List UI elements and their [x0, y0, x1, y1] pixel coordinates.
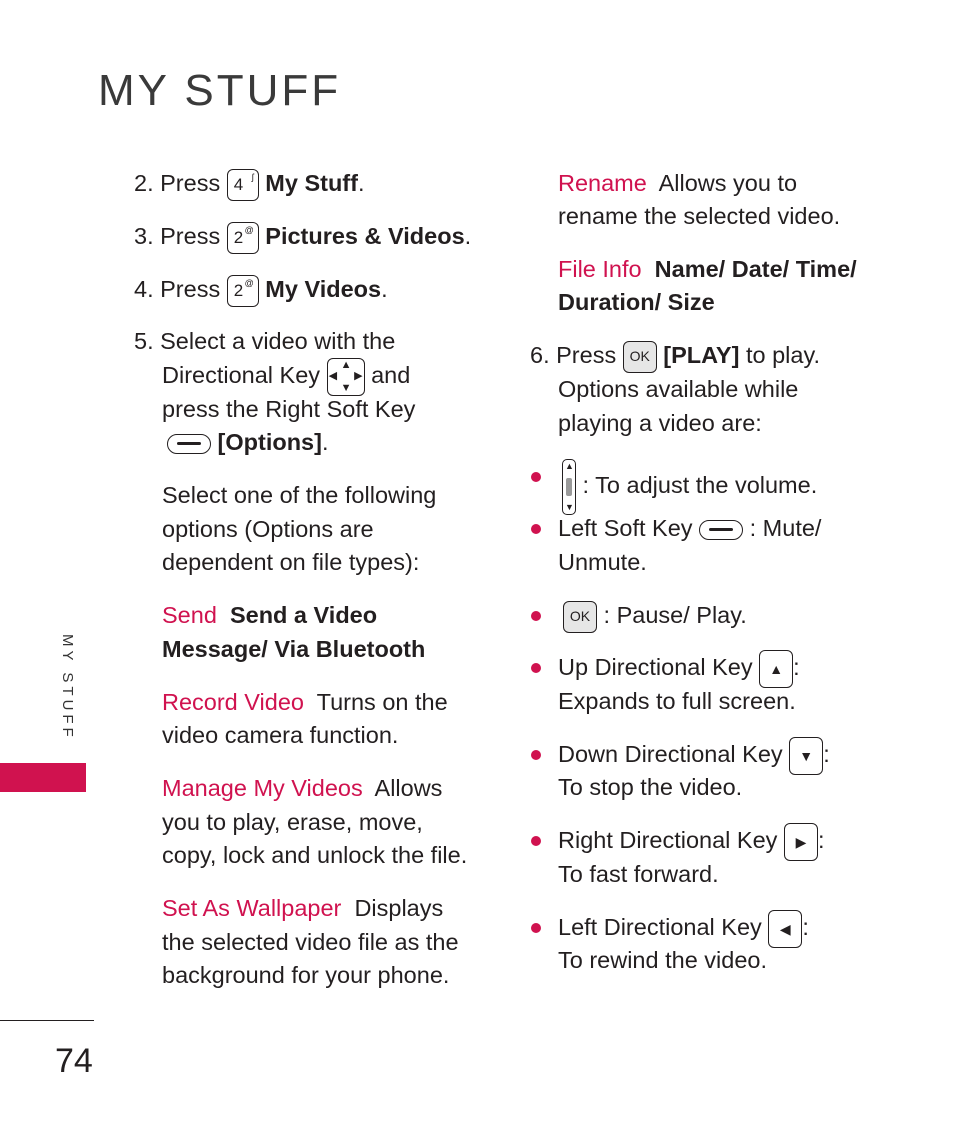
key-2-icon: 2 @: [227, 275, 259, 307]
ok-key-icon: OK: [563, 601, 597, 633]
soft-key-icon: [167, 434, 211, 454]
bullet-up-line-2: Expands to full screen.: [558, 688, 796, 714]
bullet-up: [531, 663, 541, 673]
bullet-up-text: Up Directional Key ▲ :: [558, 650, 800, 688]
step-6-line-3: playing a video are:: [558, 410, 762, 436]
step-5-line-1: 5. Select a video with the: [134, 328, 396, 354]
volume-key-icon: ▲ ▼: [562, 459, 576, 515]
section-tab-marker: [0, 763, 86, 792]
option-wallpaper-desc-2: background for your phone.: [162, 962, 450, 988]
option-file-info: File Info Name/ Date/ Time/: [558, 256, 857, 282]
down-arrow-key-icon: ▼: [789, 737, 823, 775]
option-record-desc: video camera function.: [162, 722, 399, 748]
bullet-ok: [531, 611, 541, 621]
intro-line-1: Select one of the following: [162, 482, 437, 508]
option-manage-videos: Manage My Videos Allows: [162, 775, 443, 801]
right-arrow-key-icon: ▶: [784, 823, 818, 861]
bullet-volume: [531, 472, 541, 482]
bullet-down-line-2: To stop the video.: [558, 774, 743, 800]
left-arrow-key-icon: ◀: [768, 910, 802, 948]
bullet-left-line-2: To rewind the video.: [558, 947, 768, 973]
step-5-line-2: Directional Key ▲ ▼ ◀ ▶ and: [162, 359, 411, 394]
option-wallpaper-desc-1: the selected video file as the: [162, 929, 459, 955]
option-rename: Rename Allows you to: [558, 170, 798, 196]
bullet-left-soft-key-line-2: Unmute.: [558, 549, 647, 575]
option-set-wallpaper: Set As Wallpaper Displays: [162, 895, 444, 921]
bullet-volume-text: ▲ ▼ : To adjust the volume.: [562, 459, 817, 515]
menu-name: My Stuff: [265, 170, 358, 196]
step-6-line-2: Options available while: [558, 376, 799, 402]
option-file-info-desc: Duration/ Size: [558, 289, 715, 315]
bullet-left-text: Left Directional Key ◀ :: [558, 910, 809, 948]
intro-line-3: dependent on file types):: [162, 549, 420, 575]
up-arrow-key-icon: ▲: [759, 650, 793, 688]
option-send: Send Send a Video: [162, 602, 378, 628]
option-rename-desc: rename the selected video.: [558, 203, 841, 229]
soft-key-icon: [699, 520, 743, 540]
directional-key-icon: ▲ ▼ ◀ ▶: [328, 359, 363, 394]
option-send-desc: Message/ Via Bluetooth: [162, 636, 426, 662]
menu-name: Pictures & Videos: [265, 223, 465, 249]
key-2-icon: 2 @: [227, 222, 259, 254]
menu-name: My Videos: [265, 276, 382, 302]
section-side-label: MY STUFF: [59, 634, 76, 741]
ok-key-icon: OK: [623, 341, 657, 373]
option-manage-desc-1: you to play, erase, move,: [162, 809, 423, 835]
option-record-video: Record Video Turns on the: [162, 689, 448, 715]
step-2: 2. Press 4 ʃ My Stuff.: [134, 166, 364, 201]
page-title: MY STUFF: [98, 66, 342, 115]
key-4-icon: 4 ʃ: [227, 169, 259, 201]
step-4: 4. Press 2 @ My Videos.: [134, 272, 388, 307]
bullet-down: [531, 750, 541, 760]
bullet-left: [531, 923, 541, 933]
option-manage-desc-2: copy, lock and unlock the file.: [162, 842, 468, 868]
page-number: 74: [55, 1042, 93, 1080]
step-3: 3. Press 2 @ Pictures & Videos.: [134, 219, 471, 254]
bullet-left-soft-key-text: Left Soft Key : Mute/: [558, 515, 822, 541]
bullet-down-text: Down Directional Key ▼ :: [558, 737, 830, 775]
bullet-ok-text: OK : Pause/ Play.: [563, 598, 747, 633]
step-6: 6. Press OK [PLAY] to play.: [530, 338, 820, 373]
step-5-line-4: [Options].: [167, 425, 328, 459]
footer-divider: [0, 1020, 94, 1021]
bullet-left-soft-key: [531, 524, 541, 534]
bullet-right: [531, 836, 541, 846]
step-5-line-3: press the Right Soft Key: [162, 396, 416, 422]
bullet-right-text: Right Directional Key ▶ :: [558, 823, 825, 861]
intro-line-2: options (Options are: [162, 516, 374, 542]
bullet-right-line-2: To fast forward.: [558, 861, 719, 887]
